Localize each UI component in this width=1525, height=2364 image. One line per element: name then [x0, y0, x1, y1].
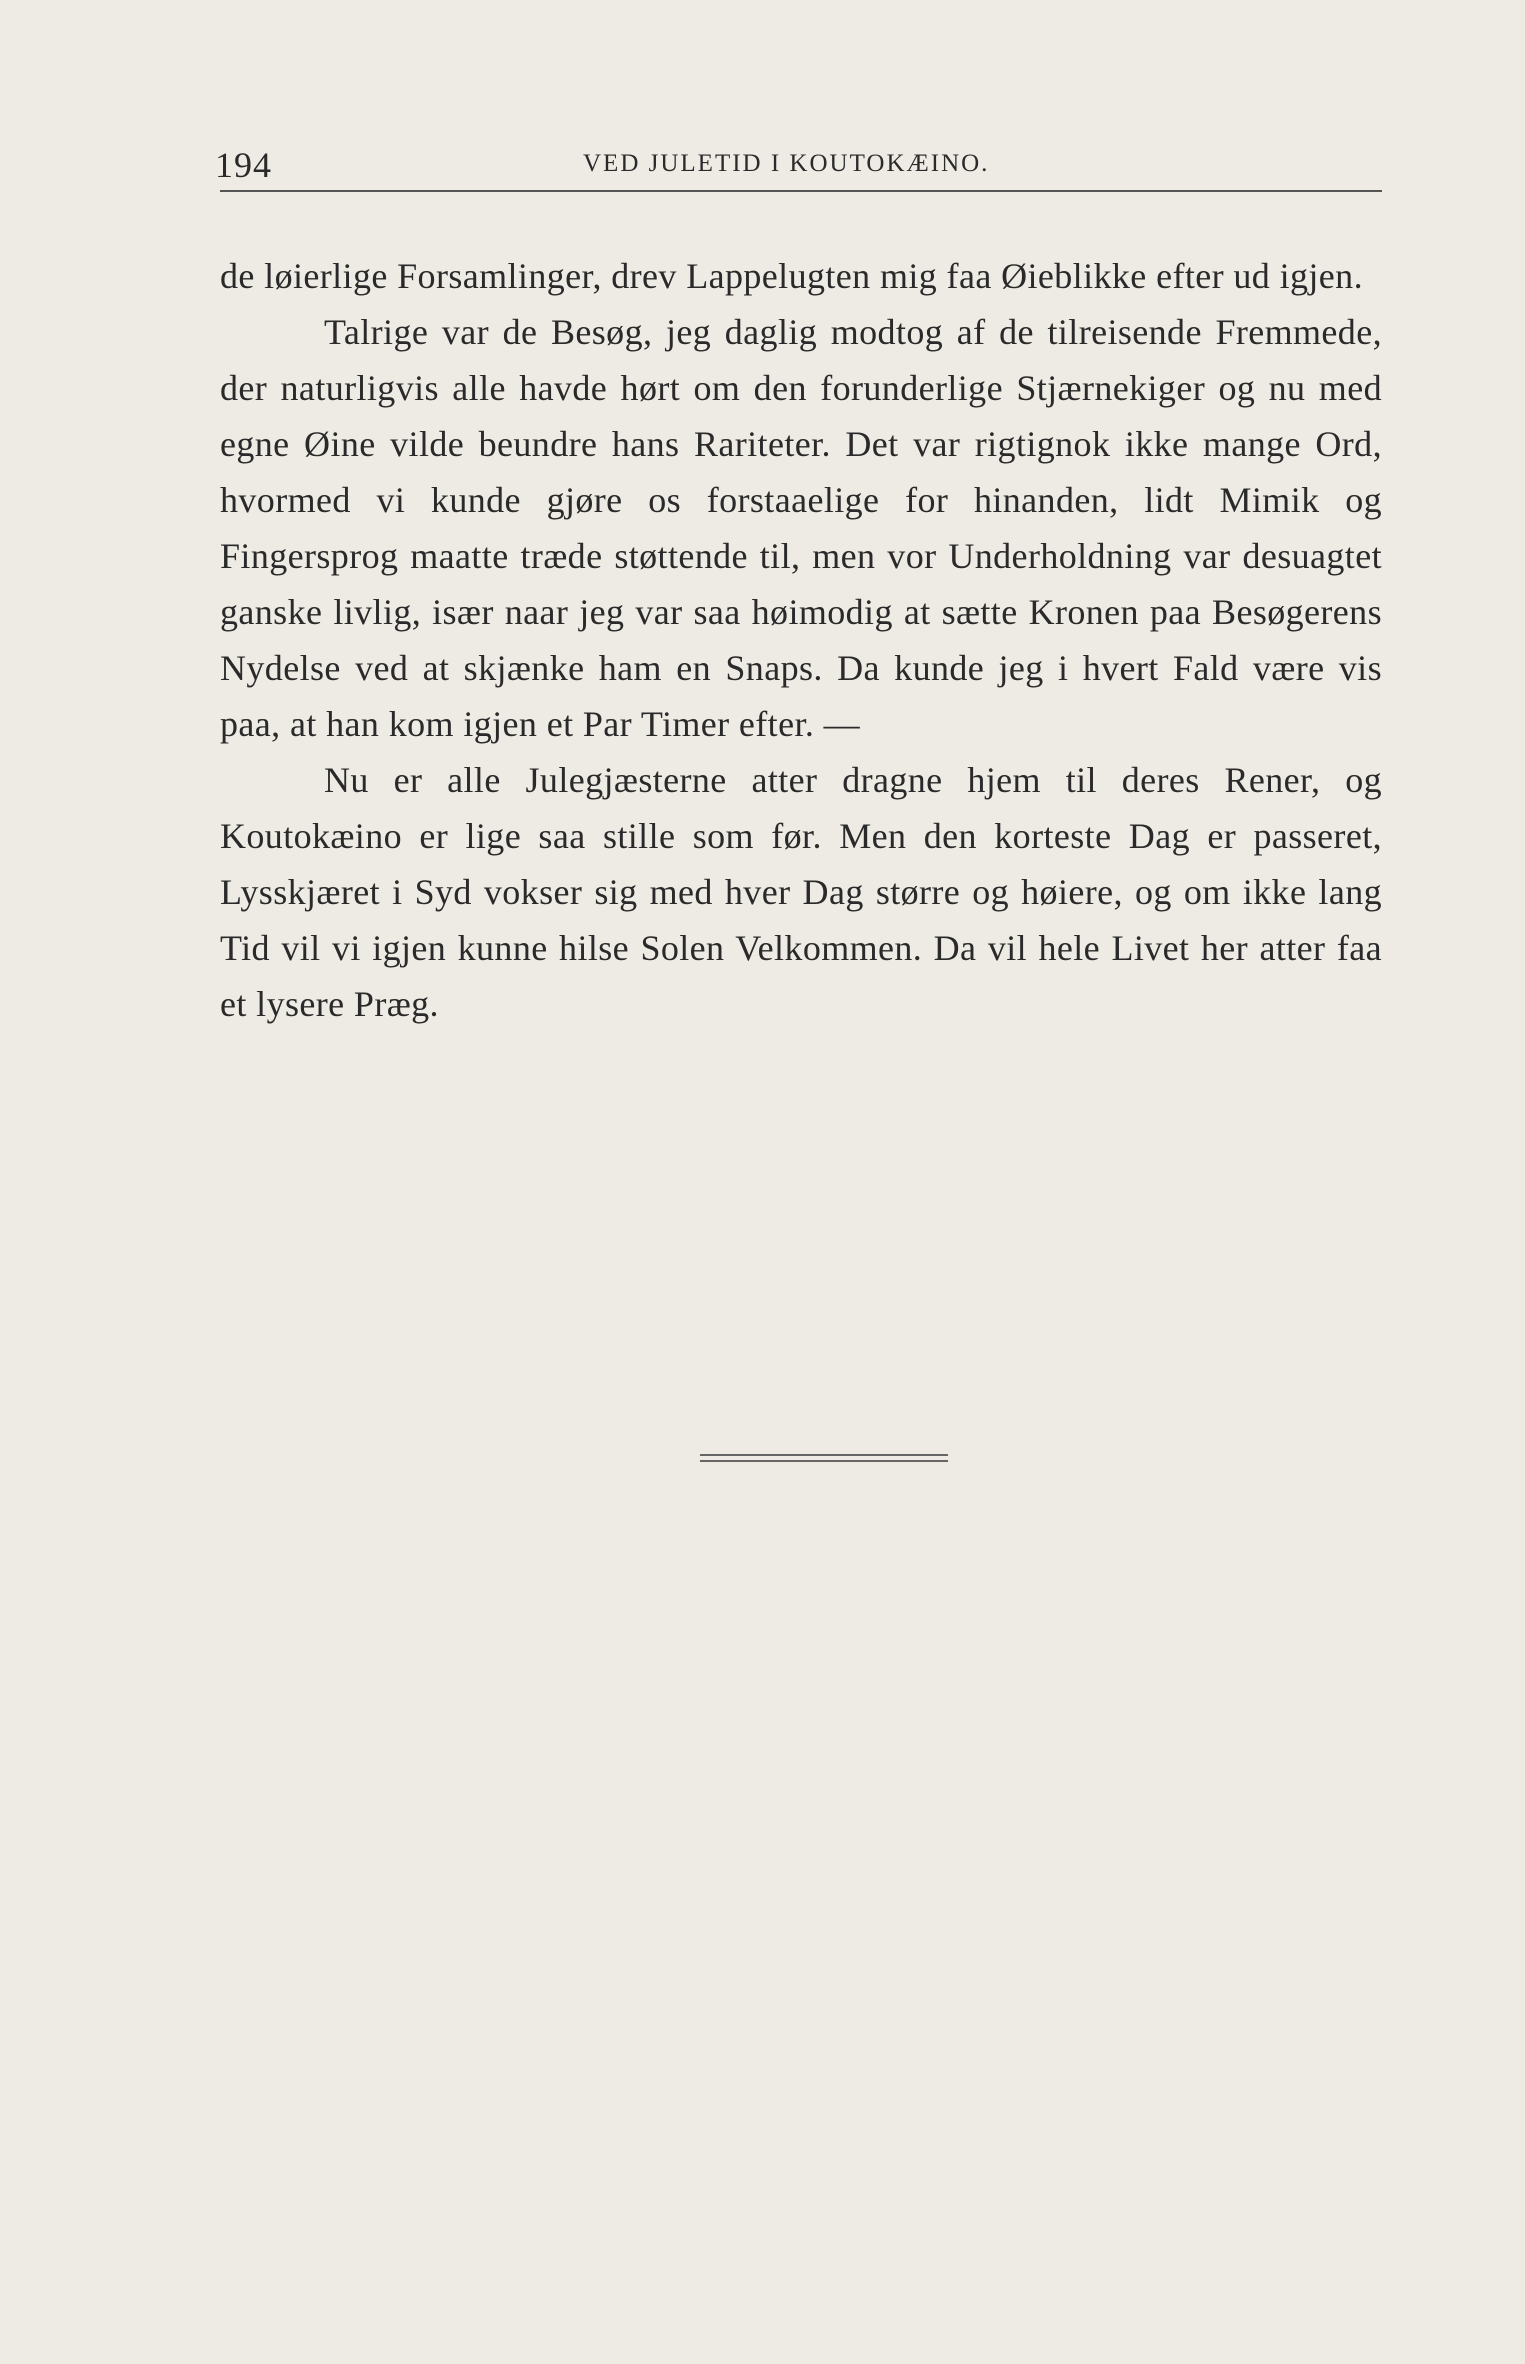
end-rule-line — [700, 1460, 948, 1462]
page-header — [215, 140, 1381, 190]
end-rule-line — [700, 1454, 948, 1456]
page-number: 194 — [215, 145, 272, 185]
header-rule — [220, 190, 1382, 192]
end-rule-ornament — [700, 1454, 948, 1462]
body-text — [220, 248, 1382, 1032]
paragraph-3: Nu er alle Julegjæsterne atter dragne hjem til deres Rener, og Koutokæino er lige saa stille som før. Men den korteste Dag er passeret, Lysskjæret i Syd vokser sig med hver Dag større og høiere, og om ikke lang Tid vil vi igjen kunne hilse Solen Velkommen. Da vil hele Livet her atter faa et lysere Præg. — [220, 760, 1382, 1024]
running-title: VED JULETID I KOUTOKÆINO. — [583, 150, 990, 177]
paragraph-2: Talrige var de Besøg, jeg daglig modtog af de tilreisende Fremmede, der naturligvis alle havde hørt om den forunderlige Stjærnekiger og nu med egne Øine vilde beundre hans Rariteter. Det var rigtignok ikke mange Ord, hvormed vi kunde gjøre os forstaaelige for hinanden, lidt Mimik og Fingersprog maatte træde støttende til, men vor Underholdning var desuagtet ganske livlig, især naar jeg var saa høimodig at sætte Kronen paa Besøgerens Nydelse ved at skjænke ham en Snaps. Da kunde jeg i hvert Fald være vis paa, at han kom igjen et Par Timer efter. — — [220, 312, 1382, 744]
paragraph-1: de løierlige Forsamlinger, drev Lappelugten mig faa Øieblikke efter ud igjen. — [220, 256, 1363, 296]
